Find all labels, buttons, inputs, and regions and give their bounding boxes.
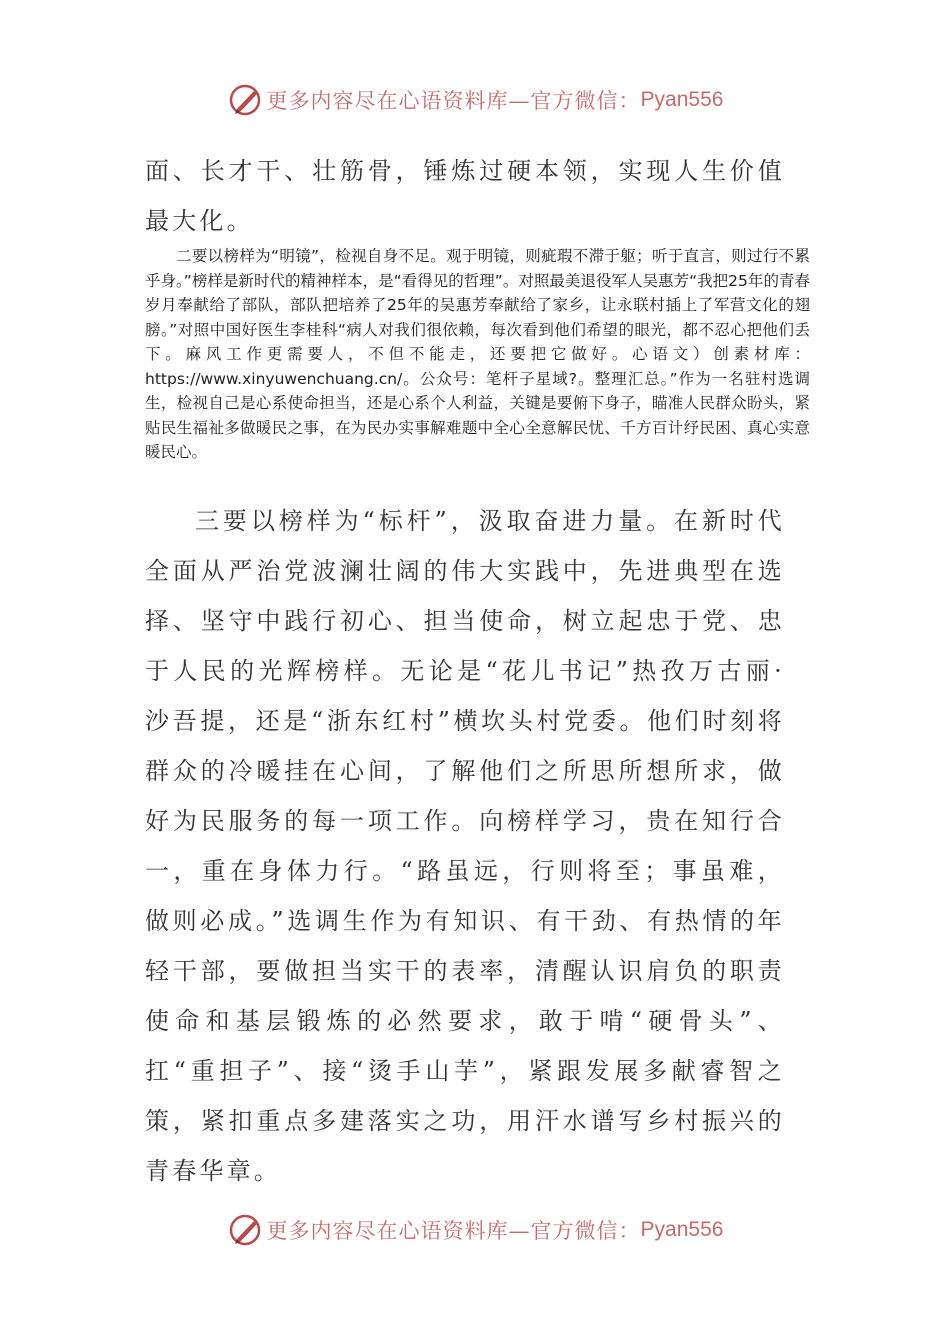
pen-logo-icon: [227, 1212, 263, 1248]
wechat-id: Pyan556: [640, 1218, 724, 1241]
footer-banner: [0, 1208, 950, 1252]
paragraph-continued: 面、长才干、壮筋骨，锤炼过硬本领，实现人生价值最大化。: [145, 157, 785, 235]
paragraph-3: 三要以榜样为“标杆”，汲取奋进力量。在新时代全面从严治党波澜壮阔的伟大实践中，先进典型在选择、坚守中践行初心、担当使命，树立起忠于党、忠于人民的光辉榜样。无论是“花儿书记”热孜万古丽·沙吾提，还是“浙东红村”横坎头村党委。他们时刻将群众的冷暖挂在心间，了解他们之所思所想所求，做好为民服务的每一项工作。向榜样学习，贵在知行合一，重在身体力行。“路虽远，行则将至；事虽难，做则必成。”选调生作为有知识、有干劲、有热情的年轻干部，要做担当实干的表率，清醒认识肩负的职责使命和基层锻炼的必然要求，敢于啃“硬骨头”、扛“重担子”、接“烫手山芋”，紧跟发展多献睿智之策，紧扣重点多建落实之功，用汗水谱写乡村振兴的青春华章。: [145, 507, 785, 1185]
paragraph-2: 二要以榜样为“明镜”，检视自身不足。观于明镜，则疵瑕不滞于躯；听于直言，则过行不累乎身。”榜样是新时代的精神样本，是“看得见的哲理”。对照最美退役军人吴惠芳“我把25年的青春岁月奉献给了部队，部队把培养了25年的吴惠芳奉献给了家乡，让永联村插上了军营文化的翅膀。”对照中国好医生李桂科“病人对我们很依赖，每次看到他们希望的眼光，都不忍心把他们丢下。麻风工作更需要人，不但不能走，还要把它做好。心语文）创素材库：https://www.xinyuwenchuang.cn/。公众号：笔杆子星域?。整理汇总。”作为一名驻村选调生，检视自己是心系使命担当，还是心系个人利益，关键是要俯下身子，瞄准人民群众盼头，紧贴民生福祉多做暖民之事，在为民办实事解难题中全心全意解民忧、千方百计纾民困、真心实意暖民心。: [145, 247, 810, 461]
pen-logo-icon: [227, 82, 263, 118]
header-banner: [0, 78, 950, 122]
banner-text: 更多内容尽在心语资料库—官方微信：: [266, 1219, 641, 1243]
wechat-id: Pyan556: [640, 88, 724, 111]
banner-text: 更多内容尽在心语资料库—官方微信：: [266, 89, 641, 113]
